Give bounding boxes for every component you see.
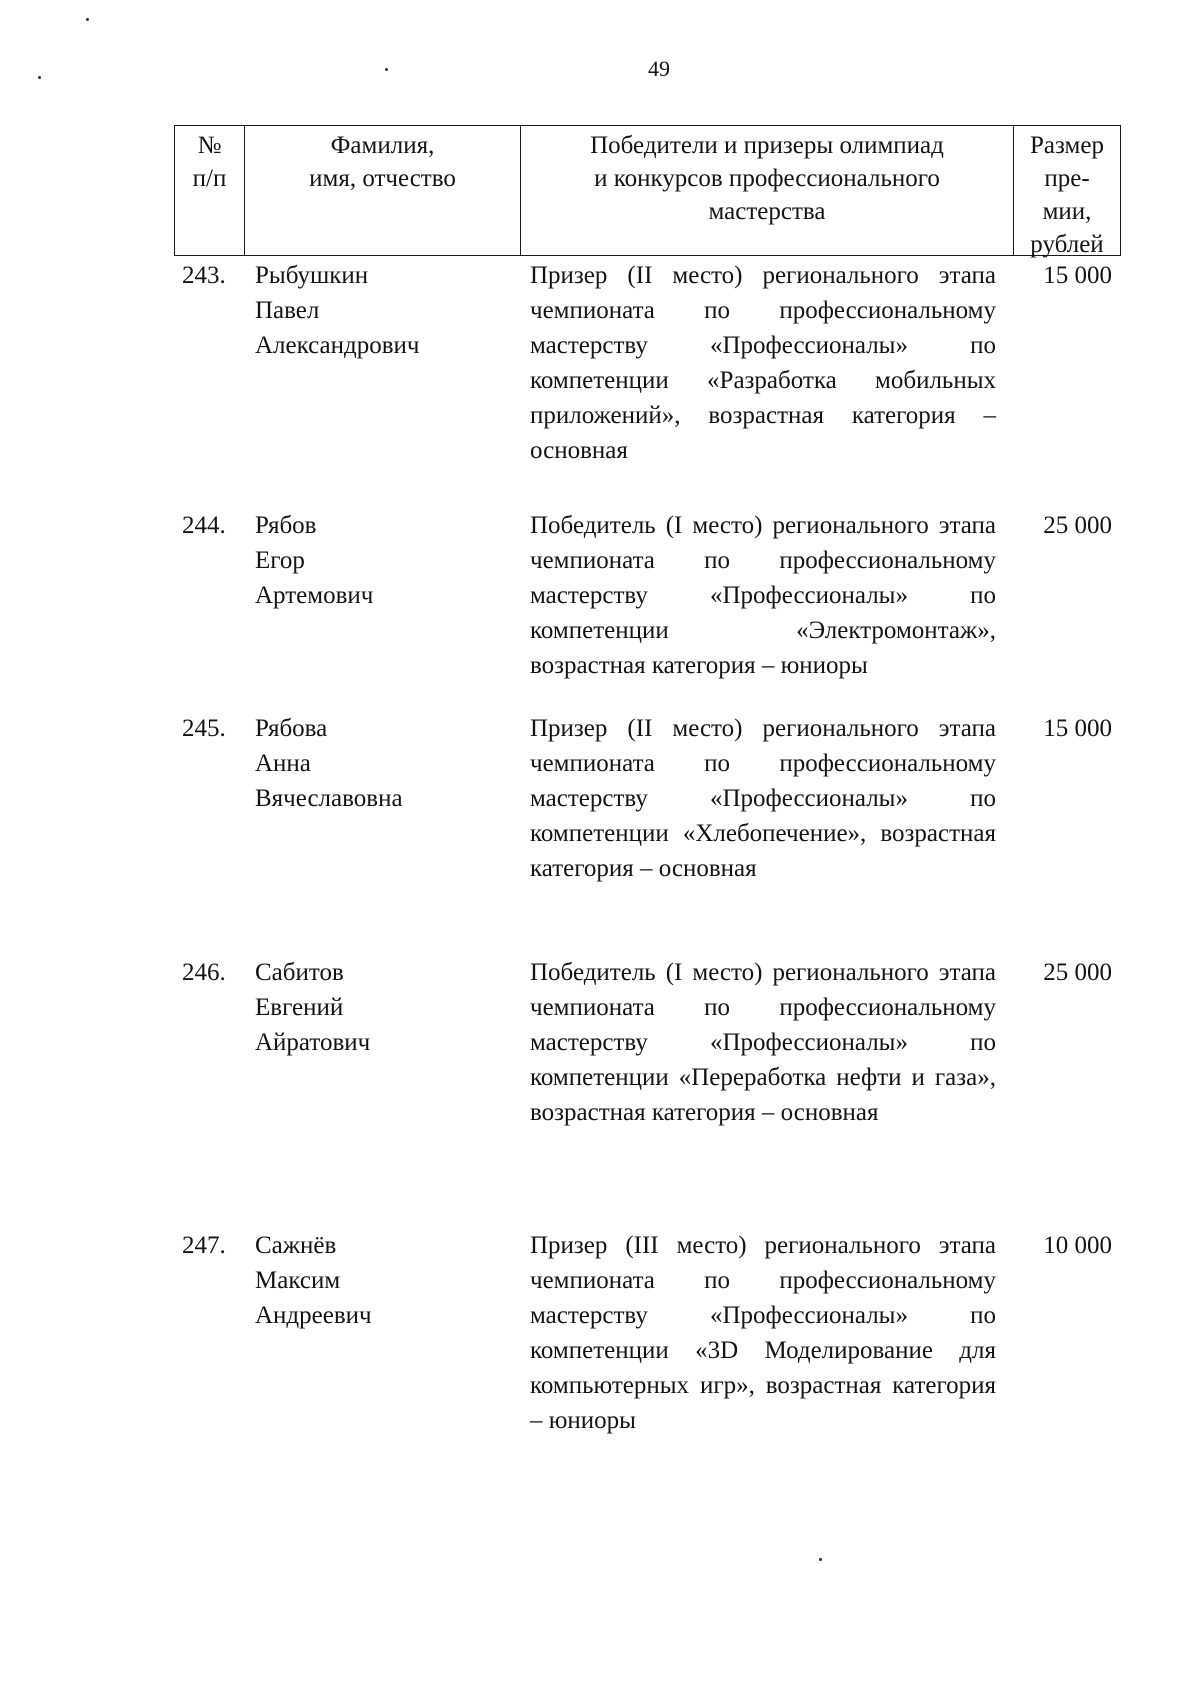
header-winners-column	[521, 126, 1014, 255]
header-num-line: №	[197, 132, 222, 159]
row-number: 244.	[182, 512, 226, 539]
row-patronymic: Александрович	[255, 332, 420, 359]
row-surname: Сажнёв	[255, 1232, 337, 1259]
row-name	[255, 955, 515, 1060]
scan-speck	[819, 1558, 822, 1561]
row-surname: Сабитов	[255, 959, 344, 986]
row-surname: Рябов	[255, 512, 317, 539]
row-number: 247.	[182, 1232, 226, 1259]
row-prize: 25 000	[1043, 512, 1112, 539]
header-name-line: Фамилия,	[330, 132, 435, 159]
header-prize-line: пре-	[1044, 165, 1090, 192]
row-name	[255, 711, 515, 816]
scan-speck	[86, 18, 89, 21]
row-first-name: Егор	[255, 547, 305, 574]
page-number: 49	[648, 56, 670, 81]
header-winners-line: Победители и призеры олимпиад	[590, 132, 944, 159]
row-patronymic: Артемович	[255, 582, 374, 609]
row-prize: 15 000	[1043, 715, 1112, 742]
row-prize: 25 000	[1043, 959, 1112, 986]
row-description: Призер (II место) регионального этапа чемпионата по профессиональному мастерству «Профессионалы» по компетенции «Хлебопечение», возрастная категория – основная	[530, 715, 996, 882]
row-patronymic: Вячеславовна	[255, 785, 403, 812]
row-description: Призер (III место) регионального этапа чемпионата по профессиональному мастерству «Профессионалы» по компетенции «3D Моделирование для компьютерных игр», возрастная категория – юниоры	[530, 1232, 996, 1434]
row-first-name: Максим	[255, 1267, 341, 1294]
header-prize-line: рублей	[1030, 231, 1104, 258]
row-patronymic: Андреевич	[255, 1302, 372, 1329]
header-name-column	[245, 126, 521, 255]
row-name	[255, 1228, 515, 1333]
row-first-name: Анна	[255, 750, 311, 777]
row-first-name: Павел	[255, 297, 320, 324]
row-prize: 15 000	[1043, 262, 1112, 289]
scan-speck	[38, 76, 41, 79]
row-prize: 10 000	[1043, 1232, 1112, 1259]
row-name	[255, 508, 515, 613]
header-name-line: имя, отчество	[309, 165, 456, 192]
header-prize-column	[1014, 126, 1120, 258]
row-name	[255, 258, 515, 363]
header-num-column	[175, 126, 245, 255]
scan-speck	[385, 68, 388, 71]
row-number: 246.	[182, 959, 226, 986]
header-prize-line: мии,	[1042, 198, 1092, 225]
header-winners-line: и конкурсов профессионального	[594, 165, 940, 192]
row-number: 245.	[182, 715, 226, 742]
row-description: Победитель (I место) регионального этапа чемпионата по профессиональному мастерству «Профессионалы» по компетенции «Переработка нефти и газа», возрастная категория – основная	[530, 959, 996, 1126]
row-number: 243.	[182, 262, 226, 289]
row-surname: Рябова	[255, 715, 328, 742]
row-description: Призер (II место) регионального этапа чемпионата по профессиональному мастерству «Профессионалы» по компетенции «Разработка мобильных приложений», возрастная категория – основная	[530, 262, 996, 464]
header-winners-line: мастерства	[708, 198, 826, 225]
header-prize-line: Размер	[1030, 132, 1104, 159]
row-description: Победитель (I место) регионального этапа чемпионата по профессиональному мастерству «Профессионалы» по компетенции «Электромонтаж», возрастная категория – юниоры	[530, 512, 996, 679]
table-header	[174, 125, 1121, 256]
row-first-name: Евгений	[255, 994, 344, 1021]
header-num-line: п/п	[192, 165, 227, 192]
row-patronymic: Айратович	[255, 1029, 371, 1056]
row-surname: Рыбушкин	[255, 262, 369, 289]
